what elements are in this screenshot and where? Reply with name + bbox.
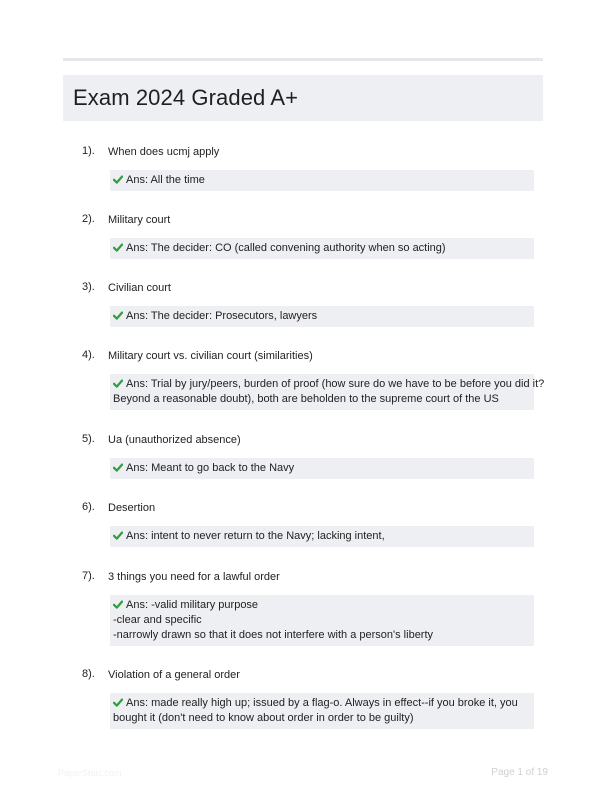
answer-box bbox=[110, 374, 545, 410]
answer-line: -clear and specific bbox=[113, 614, 202, 626]
check-icon bbox=[113, 463, 123, 472]
page-title: Exam 2024 Graded A+ bbox=[73, 85, 299, 110]
answer-line bbox=[113, 241, 531, 256]
answer-text: Ans: Meant to go back to the Navy bbox=[126, 462, 295, 474]
answer-text: Ans: The decider: Prosecutors, lawyers bbox=[126, 310, 318, 322]
page-indicator: Page 1 of 19 bbox=[491, 767, 548, 778]
answer-line: -narrowly drawn so that it does not interfere with a person's liberty bbox=[113, 629, 434, 641]
answer-box bbox=[110, 458, 534, 479]
answer-line bbox=[113, 529, 531, 544]
answer-text: Ans: made really high up; issued by a flag-o. Always in effect--if you broke it, you bbox=[126, 697, 518, 709]
check-icon bbox=[113, 175, 123, 184]
question-text: Ua (unauthorized absence) bbox=[108, 434, 241, 446]
check-icon bbox=[113, 379, 123, 388]
question-number: 1). bbox=[82, 145, 95, 157]
question-text: Civilian court bbox=[108, 282, 171, 294]
question-number: 4). bbox=[82, 349, 95, 361]
question-text: Military court bbox=[108, 214, 171, 226]
question-text: When does ucmj apply bbox=[108, 146, 220, 158]
question-number: 7). bbox=[82, 570, 95, 582]
answer-text: Ans: -valid military purpose bbox=[126, 599, 259, 611]
footer-source: PaperStaic.com bbox=[58, 768, 122, 778]
question-number: 8). bbox=[82, 668, 95, 680]
answer-line bbox=[113, 461, 531, 476]
question-text: Violation of a general order bbox=[108, 669, 240, 681]
answer-box bbox=[110, 693, 534, 729]
question-text: Desertion bbox=[108, 502, 156, 514]
check-icon bbox=[113, 531, 123, 540]
question-text: Military court vs. civilian court (similarities) bbox=[108, 350, 313, 362]
check-icon bbox=[113, 698, 123, 707]
answer-line bbox=[113, 598, 531, 613]
question-text: 3 things you need for a lawful order bbox=[108, 571, 280, 583]
answer-text: Ans: Trial by jury/peers, burden of proof (how sure do we have to be before you did it? bbox=[126, 378, 545, 390]
check-icon bbox=[113, 243, 123, 252]
answer-line: bought it (don't need to know about order in order to be guilty) bbox=[113, 712, 414, 724]
question-number: 6). bbox=[82, 501, 95, 513]
answer-line bbox=[113, 309, 531, 324]
answer-line bbox=[113, 173, 531, 188]
answer-box bbox=[110, 238, 534, 259]
check-icon bbox=[113, 600, 123, 609]
top-divider bbox=[63, 58, 543, 61]
question-number: 3). bbox=[82, 281, 95, 293]
answer-line: Beyond a reasonable doubt), both are beholden to the supreme court of the US bbox=[113, 393, 499, 405]
answer-line bbox=[113, 377, 545, 392]
answer-text: Ans: intent to never return to the Navy; lacking intent, bbox=[126, 530, 385, 542]
answer-text: Ans: The decider: CO (called convening authority when so acting) bbox=[126, 242, 446, 254]
title-banner bbox=[63, 75, 543, 121]
answer-text: Ans: All the time bbox=[126, 174, 205, 186]
question-number: 2). bbox=[82, 213, 95, 225]
answer-box bbox=[110, 170, 534, 191]
answer-box bbox=[110, 595, 534, 646]
answer-line bbox=[113, 696, 531, 711]
answer-box bbox=[110, 306, 534, 327]
answer-box bbox=[110, 526, 534, 547]
check-icon bbox=[113, 311, 123, 320]
question-number: 5). bbox=[82, 433, 95, 445]
